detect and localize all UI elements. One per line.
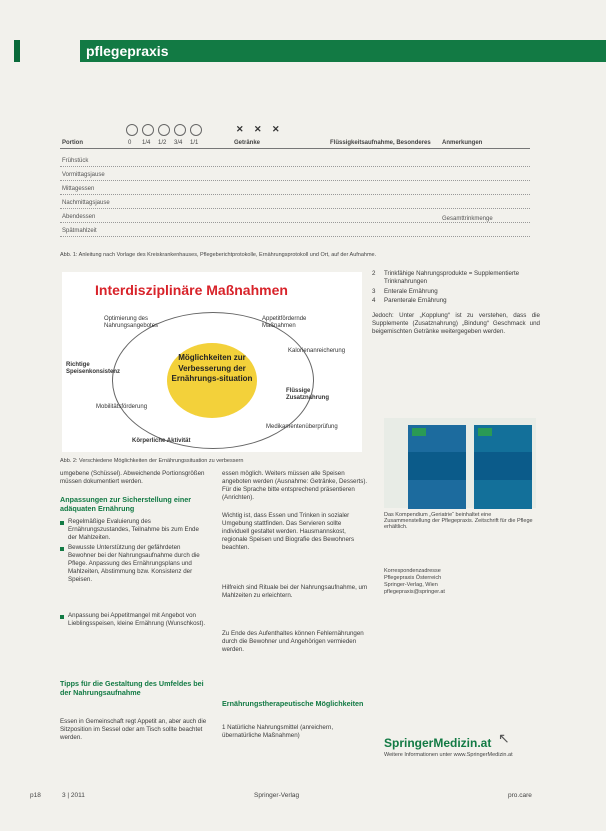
list-num: 2 [372, 270, 376, 277]
book-logo [412, 428, 426, 436]
form-row-label: Mittagessen [62, 186, 95, 192]
book-caption: Das Kompendium „Geriatrie“ beinhaltet eine Zusammenstellung der Pflegepraxis. Zeitschrift für die Pflege erhältlich. [384, 512, 533, 530]
drink-x-icon: ✕ [272, 124, 280, 134]
portion-circle [126, 124, 138, 136]
page-number: p18 [30, 792, 41, 799]
fluid-total-label: Gesamttrinkmenge [442, 216, 493, 222]
form-row-line [60, 222, 530, 223]
portion-value: 1/4 [142, 140, 151, 146]
drink-x-icon: ✕ [236, 124, 244, 134]
info-line: Korrespondenzadresse [384, 568, 441, 574]
diagram-label: Appetitfördernde Maßnahmen [262, 316, 307, 329]
left-bullet: Anpassung bei Appetitmangel mit Angebot von Lieblingsspeisen, kleine Ernährung (Wunschkost). [68, 612, 206, 628]
springer-logo: SpringerMedizin.at [384, 736, 492, 750]
diagram-label: Mobilitätsförderung [96, 404, 148, 410]
diagram-label: Medikamentenüberprüfung [266, 424, 338, 430]
publisher-label: Springer-Verlag [254, 792, 300, 799]
mid-para: essen möglich. Weiters müssen alle Speisen angeboten werden (Ausnahme: Getränke, Desserts). Für die Sprache bitte entsprechend präsentieren (Anrichten). [222, 470, 368, 502]
portion-circle [142, 124, 154, 136]
bullet-icon [60, 615, 64, 619]
list-num: 3 [372, 288, 376, 295]
portion-value: 0 [128, 140, 132, 146]
book-band [474, 452, 532, 480]
mid-list-item: 1 Natürliche Nahrungsmittel (anreichern, übernatürliche Maßnahmen) [222, 724, 334, 740]
mid-para: Zu Ende des Aufenthaltes können Fehlernährungen durch die Bewohner und Angehörigen vermieden werden. [222, 630, 364, 654]
left-heading-1: Anpassungen zur Sicherstellung einer adäquaten Ernährung [60, 495, 191, 513]
form-row-label: Vormittagsjause [62, 172, 105, 178]
portion-circle [174, 124, 186, 136]
col-portion: Portion [62, 140, 83, 146]
mid-para: Hilfreich sind Rituale bei der Nahrungsaufnahme, um Mahlzeiten zu erleichtern. [222, 584, 368, 600]
portion-value: 1/1 [190, 140, 199, 146]
portion-circle [190, 124, 202, 136]
book-logo [478, 428, 492, 436]
col-notes: Anmerkungen [442, 140, 483, 146]
info-line: Springer-Verlag, Wien [384, 582, 438, 588]
list-item: Enterale Ernährung [384, 288, 438, 295]
cursor-icon: ↖ [498, 730, 510, 746]
mid-heading: Ernährungstherapeutische Möglichkeiten [222, 699, 364, 708]
form-row-line [60, 180, 530, 181]
page-section-title: pflegepraxis [86, 43, 169, 59]
form-divider [60, 148, 530, 149]
diagram-label: Optimierung des Nahrungsangebotes [104, 316, 159, 329]
list-item: Trinkfähige Nahrungsprodukte = Supplementierte Trinknahrungen [384, 270, 520, 286]
issue-label: 3 | 2011 [62, 792, 85, 799]
header-accent [14, 40, 20, 62]
drink-x-icon: ✕ [254, 124, 262, 134]
portion-circle [158, 124, 170, 136]
info-line: Pflegepraxis Österreich [384, 575, 442, 581]
left-bullet: Regelmäßige Evaluierung des Ernährungszustandes, Teilnahme bis zum Ende der Mahlzeiten. [68, 518, 199, 542]
mid-para: Wichtig ist, dass Essen und Trinken in sozialer Umgebung stattfinden. Das Servieren sollte individuell gestaltet werden. Hausmannskost, regionale Speisen und Biografie des Bewohners beachten. [222, 512, 355, 552]
bullet-icon [60, 521, 64, 525]
form-row-line [60, 208, 530, 209]
nutrition-protocol-form [60, 110, 530, 242]
form-row-line [60, 194, 530, 195]
site-label: pro.care [508, 792, 532, 799]
col-fluid: Flüssigkeitsaufnahme, Besonderes [330, 140, 431, 146]
form-row-label: Spätmahlzeit [62, 228, 97, 234]
logo-subtext: Weitere Informationen unter www.SpringerMedizin.at [384, 752, 513, 758]
left-heading-2: Tipps für die Gestaltung des Umfeldes bei der Nahrungsaufnahme [60, 679, 204, 697]
diagram-label: Richtige Speisenkonsistenz [66, 362, 121, 375]
left-intro: umgebene (Schüssel). Abweichende Portionsgrößen müssen dokumentiert werden. [60, 470, 205, 486]
diagram-label: Flüssige Zusatznahrung [286, 388, 329, 401]
col-drinks: Getränke [234, 140, 261, 146]
form-row-label: Frühstück [62, 158, 89, 164]
info-line: pflegepraxis@springer.at [384, 589, 445, 595]
book-band [408, 452, 466, 480]
form-row-line [60, 236, 530, 237]
bullet-icon [60, 547, 64, 551]
left-outro: Essen in Gemeinschaft regt Appetit an, aber auch die Sitzposition im Sessel oder am Tisch sollte beachtet werden. [60, 718, 207, 742]
list-num: 4 [372, 297, 376, 304]
portion-value: 3/4 [174, 140, 183, 146]
diagram-center-label: Möglichkeiten zur Verbesserung der Ernährungs-situation [171, 353, 253, 383]
diagram-label: Kalorienanreicherung [288, 348, 346, 354]
diagram-title: Interdisziplinäre Maßnahmen [95, 282, 288, 298]
diagram-caption: Abb. 2: Verschiedene Möglichkeiten der Ernährungssituation zu verbessern [60, 458, 244, 464]
portion-value: 1/2 [158, 140, 167, 146]
diagram-label: Körperliche Aktivität [132, 438, 191, 444]
list-item: Parenterale Ernährung [384, 297, 447, 304]
form-row-label: Nachmittagsjause [62, 200, 110, 206]
form-row-label: Abendessen [62, 214, 96, 220]
right-paragraph: Jedoch: Unter „Kopplung“ ist zu verstehen, dass die Supplemente (Zusatznahrung) „Bindung“ Geschmack und beigemischten Getränke weitergegeben werden. [372, 312, 540, 336]
form-row-line [60, 166, 530, 167]
left-bullet: Bewusste Unterstützung der gefährdeten Bewohner bei der Nahrungsaufnahme durch die Pflege. Anpassung des Ernährungsplans und Mahlzeiten, Abstimmung bzw. Konsistenz der Speisen. [68, 544, 200, 584]
form-caption: Abb. 1: Anleitung nach Vorlage des Kreiskrankenhauses, Pflegeberichtprotokolle, Ernährungsprotokoll und Ort, auf der Aufnahme. [60, 252, 377, 258]
